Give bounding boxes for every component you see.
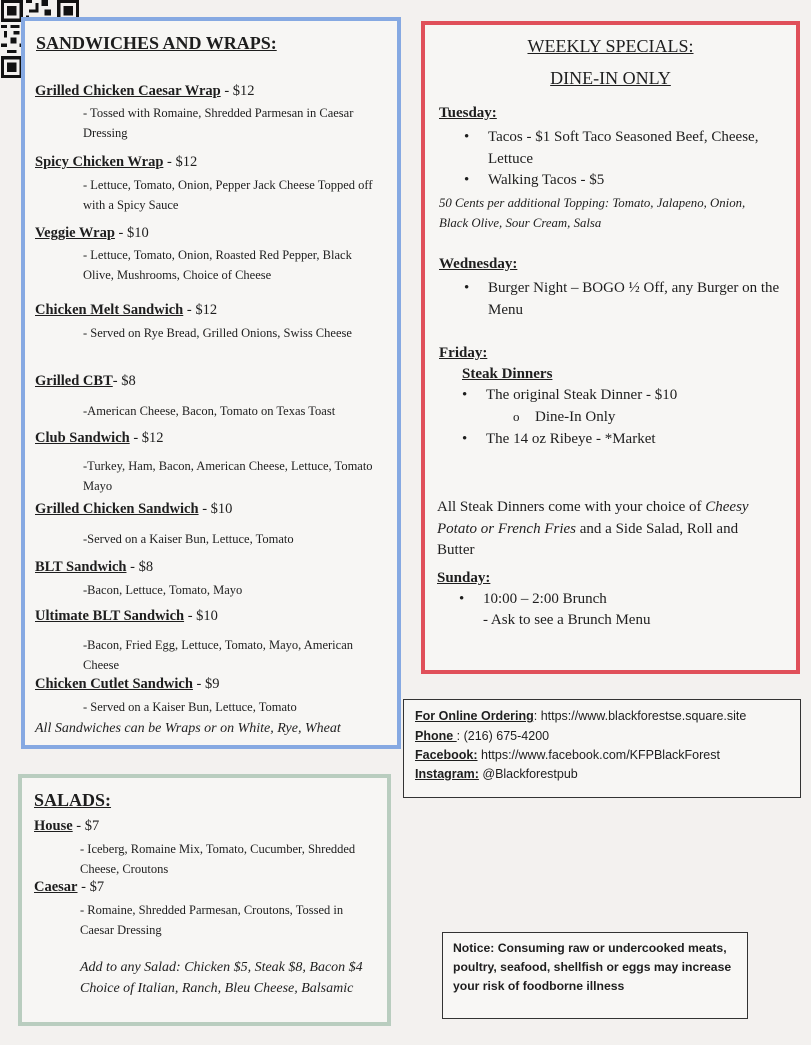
- menu-item-name: BLT Sandwich - $8: [35, 559, 154, 575]
- menu-item-name: Ultimate BLT Sandwich - $10: [35, 608, 218, 624]
- menu-item-desc: - Served on a Kaiser Bun, Lettuce, Tomato: [83, 700, 297, 714]
- phone-number[interactable]: : (216) 675-4200: [456, 729, 550, 743]
- day-heading-sunday: Sunday:: [437, 570, 491, 586]
- menu-item-name: Caesar - $7: [34, 879, 105, 895]
- menu-item-desc: -Served on a Kaiser Bun, Lettuce, Tomato: [83, 532, 294, 546]
- sandwiches-footer-note: All Sandwiches can be Wraps or on White, Rye, Wheat: [35, 721, 341, 736]
- day-heading-friday: Friday:: [439, 345, 488, 361]
- special-bullet: • The 14 oz Ribeye - *Market: [486, 431, 656, 448]
- menu-item-desc: - Tossed with Romaine, Shredded Parmesan in Caesar Dressing: [83, 106, 354, 140]
- menu-item-name: Grilled Chicken Sandwich - $10: [35, 501, 233, 517]
- menu-item-desc: -American Cheese, Bacon, Tomato on Texas Toast: [83, 404, 336, 418]
- sandwiches-panel: [21, 17, 401, 749]
- online-ordering-link[interactable]: : https://www.blackforestse.square.site: [533, 709, 747, 723]
- online-ordering-box: [403, 699, 801, 798]
- special-bullet: • The original Steak Dinner - $10: [486, 387, 677, 404]
- notice-text: Notice: Consuming raw or undercooked meats, poultry, seafood, shellfish or eggs may increase your risk of foodborne illness: [453, 941, 732, 993]
- menu-item-desc: - Lettuce, Tomato, Onion, Pepper Jack Cheese Topped off with a Spicy Sauce: [83, 178, 373, 212]
- tuesday-topping-note: 50 Cents per additional Topping: Tomato, Jalapeno, Onion, Black Olive, Sour Cream, Salsa: [439, 196, 746, 230]
- menu-item-desc: -Bacon, Fried Egg, Lettuce, Tomato, Mayo, American Cheese: [83, 638, 354, 672]
- instagram-line: Instagram: @Blackforestpub: [415, 767, 578, 781]
- facebook-line: Facebook: https://www.facebook.com/KFPBlackForest: [415, 748, 720, 762]
- menu-item-name: Grilled CBT- $8: [35, 373, 136, 389]
- menu-item-name: Grilled Chicken Caesar Wrap - $12: [35, 83, 255, 99]
- facebook-link[interactable]: https://www.facebook.com/KFPBlackForest: [477, 748, 720, 762]
- day-heading-wednesday: Wednesday:: [439, 256, 518, 272]
- salads-panel: [18, 774, 391, 1026]
- menu-item-name: Club Sandwich - $12: [35, 430, 164, 446]
- special-bullet: • 10:00 – 2:00 Brunch: [483, 591, 607, 608]
- salads-title: SALADS:: [34, 790, 112, 810]
- menu-item-name: Veggie Wrap - $10: [35, 225, 149, 241]
- instagram-handle[interactable]: @Blackforestpub: [478, 767, 578, 781]
- menu-item-desc: - Romaine, Shredded Parmesan, Croutons, Tossed in Caesar Dressing: [80, 903, 344, 937]
- menu-item-name: Spicy Chicken Wrap - $12: [35, 154, 198, 170]
- steak-dinners-note: All Steak Dinners come with your choice of Cheesy Potato or French Fries and a Side Salad, Roll and Butter: [437, 499, 749, 558]
- menu-item-name: Chicken Melt Sandwich - $12: [35, 302, 218, 318]
- menu-item-desc: - Iceberg, Romaine Mix, Tomato, Cucumber, Shredded Cheese, Croutons: [80, 842, 356, 876]
- sandwiches-title: SANDWICHES AND WRAPS:: [36, 33, 277, 53]
- special-bullet: • Burger Night – BOGO ½ Off, any Burger on the Menu: [488, 277, 788, 321]
- online-ordering-line: For Online Ordering: https://www.blackforestse.square.site: [415, 709, 747, 723]
- menu-item-desc: -Bacon, Lettuce, Tomato, Mayo: [83, 583, 243, 597]
- special-sub-bullet: o Dine-In Only: [535, 409, 615, 426]
- food-safety-notice: [442, 932, 748, 1019]
- day-heading-tuesday: Tuesday:: [439, 105, 497, 121]
- specials-subtitle: DINE-IN ONLY: [550, 68, 671, 88]
- weekly-specials-panel: [421, 21, 800, 674]
- steak-dinners-heading: Steak Dinners: [462, 366, 553, 382]
- specials-title: WEEKLY SPECIALS:: [527, 36, 694, 56]
- special-bullet: • Tacos - $1 Soft Taco Seasoned Beef, Cheese, Lettuce: [488, 126, 778, 170]
- brunch-menu-line: - Ask to see a Brunch Menu: [483, 612, 651, 628]
- special-bullet: • Walking Tacos - $5: [488, 172, 604, 189]
- menu-item-desc: - Served on Rye Bread, Grilled Onions, Swiss Cheese: [83, 326, 352, 340]
- phone-line: Phone : (216) 675-4200: [415, 729, 550, 743]
- menu-item-name: House - $7: [34, 818, 100, 834]
- menu-item-desc: -Turkey, Ham, Bacon, American Cheese, Lettuce, Tomato Mayo: [83, 459, 373, 493]
- menu-item-desc: - Lettuce, Tomato, Onion, Roasted Red Pepper, Black Olive, Mushrooms, Choice of Cheese: [83, 248, 352, 282]
- menu-item-name: Chicken Cutlet Sandwich - $9: [35, 676, 220, 692]
- salad-addon-note: Add to any Salad: Chicken $5, Steak $8, Bacon $4 Choice of Italian, Ranch, Bleu Cheese, Balsamic: [80, 960, 363, 996]
